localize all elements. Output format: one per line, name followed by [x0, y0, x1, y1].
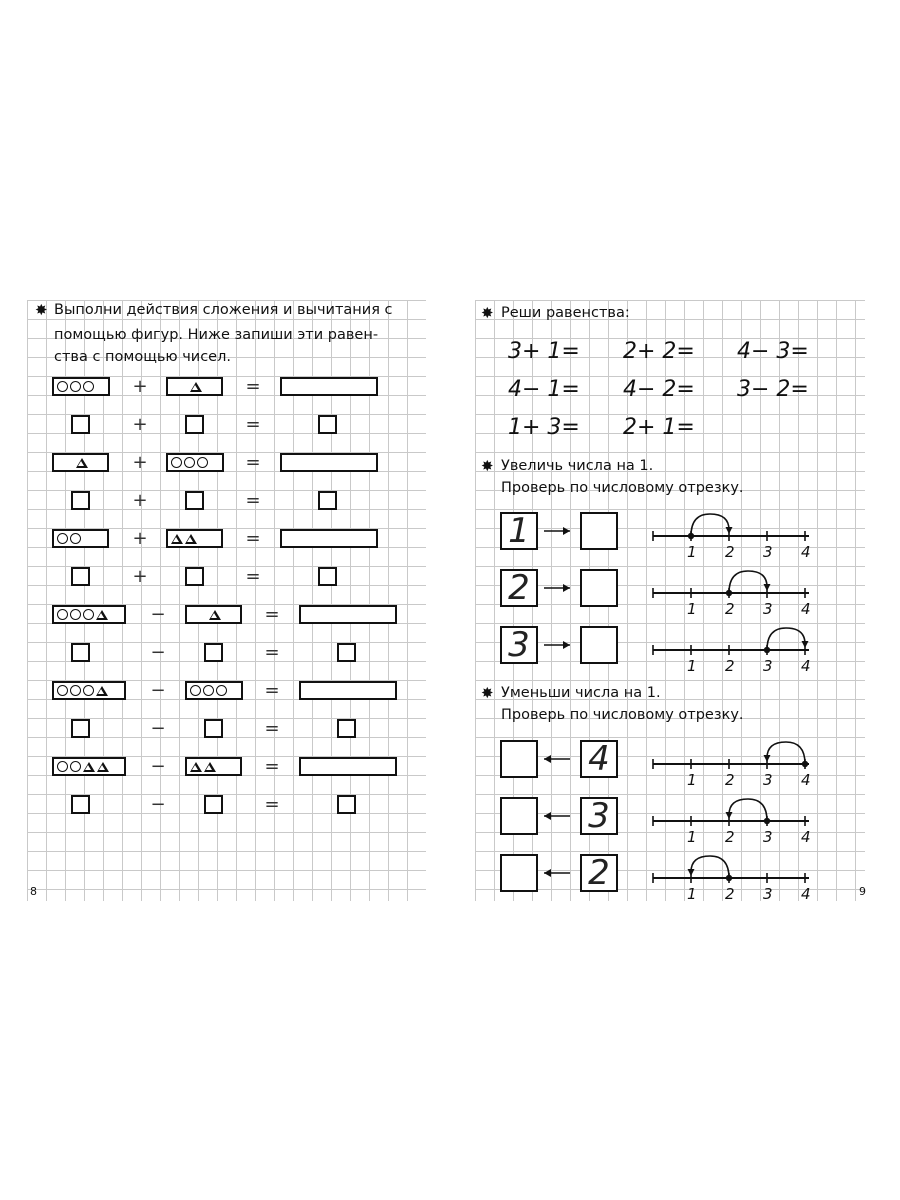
- tick-label: 3: [763, 600, 773, 618]
- plus-sign: +: [132, 376, 148, 397]
- given-number-box: [580, 797, 618, 835]
- tick-label: 3: [763, 657, 773, 675]
- number-answer-box[interactable]: [71, 643, 90, 662]
- circle-icon: [70, 533, 81, 544]
- triangle-icon: [96, 610, 108, 620]
- tick-label: 1: [687, 828, 697, 846]
- tick-label: 4: [801, 885, 811, 903]
- shape-box-right-operand: [185, 757, 242, 776]
- shape-box-left-operand: [52, 529, 109, 548]
- circle-icon: [57, 761, 68, 772]
- plus-sign: +: [132, 414, 148, 435]
- number-answer-box[interactable]: [71, 795, 90, 814]
- tick-label: 2: [725, 828, 735, 846]
- equation: 4− 3=: [737, 339, 809, 364]
- bullet-icon: ✸: [481, 457, 494, 475]
- equals-sign: =: [264, 604, 280, 625]
- arc-arrowhead: [802, 641, 809, 648]
- given-number-box: [500, 626, 538, 664]
- given-number-box: [500, 512, 538, 550]
- equals-sign: =: [264, 642, 280, 663]
- triangle-icon: [190, 382, 202, 392]
- shape-box-right-operand: [185, 681, 243, 700]
- equation: 4− 2=: [623, 377, 695, 402]
- shape-answer-box[interactable]: [280, 377, 378, 396]
- left-page: [27, 300, 426, 901]
- shape-box-left-operand: [52, 453, 109, 472]
- heading-decrease-check: Проверь по числовому отрезку.: [501, 707, 744, 723]
- number-answer-box[interactable]: [337, 795, 356, 814]
- shape-box-right-operand: [166, 453, 224, 472]
- jump-arc: [729, 571, 767, 593]
- bullet-icon: ✸: [35, 301, 48, 319]
- minus-sign: −: [150, 756, 166, 777]
- heading-increase: Увеличь числа на 1.: [501, 458, 654, 474]
- circle-icon: [70, 381, 81, 392]
- tick-label: 4: [801, 771, 811, 789]
- number-line: [650, 738, 812, 798]
- circle-icon: [57, 685, 68, 696]
- number-answer-box[interactable]: [318, 415, 337, 434]
- tick-label: 1: [687, 543, 697, 561]
- number-line: [650, 567, 812, 627]
- arc-arrowhead: [726, 527, 733, 534]
- tick-label: 1: [687, 885, 697, 903]
- tick-label: 2: [725, 657, 735, 675]
- jump-arc: [691, 856, 729, 878]
- circle-icon: [83, 609, 94, 620]
- plus-sign: +: [132, 490, 148, 511]
- instruction-line-1: Выполни действия сложения и вычитания с: [54, 302, 393, 318]
- triangle-icon: [97, 762, 109, 772]
- heading-decrease: Уменьши числа на 1.: [501, 685, 661, 701]
- arc-arrowhead: [764, 755, 771, 762]
- page-number-left: 8: [30, 885, 37, 898]
- given-number: 4: [588, 739, 610, 779]
- circle-icon: [57, 609, 68, 620]
- shape-answer-box[interactable]: [299, 681, 397, 700]
- number-answer-box[interactable]: [71, 719, 90, 738]
- tick-label: 3: [763, 543, 773, 561]
- shape-answer-box[interactable]: [280, 453, 378, 472]
- equals-sign: =: [245, 490, 261, 511]
- circle-icon: [184, 457, 195, 468]
- circle-icon: [190, 685, 201, 696]
- tick-label: 1: [687, 600, 697, 618]
- number-answer-box[interactable]: [318, 567, 337, 586]
- equation: 4− 1=: [508, 377, 580, 402]
- bullet-icon: ✸: [481, 304, 494, 322]
- number-answer-box[interactable]: [185, 415, 204, 434]
- number-answer-box[interactable]: [204, 643, 223, 662]
- number-answer-box[interactable]: [185, 491, 204, 510]
- shape-answer-box[interactable]: [280, 529, 378, 548]
- minus-sign: −: [150, 680, 166, 701]
- equation: 2+ 1=: [623, 415, 695, 440]
- circle-icon: [70, 761, 81, 772]
- given-number: 3: [508, 625, 530, 665]
- equation: 2+ 2=: [623, 339, 695, 364]
- answer-box[interactable]: [500, 740, 538, 778]
- equals-sign: =: [245, 376, 261, 397]
- circle-icon: [83, 381, 94, 392]
- arrow-right-icon: [542, 525, 572, 537]
- arc-arrowhead: [688, 869, 695, 876]
- heading-solve: Реши равенства:: [501, 305, 630, 321]
- number-answer-box[interactable]: [204, 719, 223, 738]
- shape-box-right-operand: [185, 605, 242, 624]
- equals-sign: =: [264, 718, 280, 739]
- equals-sign: =: [264, 756, 280, 777]
- circle-icon: [197, 457, 208, 468]
- triangle-icon: [204, 762, 216, 772]
- heading-increase-check: Проверь по числовому отрезку.: [501, 480, 744, 496]
- number-answer-box[interactable]: [185, 567, 204, 586]
- number-line: [650, 795, 812, 855]
- arrow-left-icon: [542, 867, 572, 879]
- page-number-right: 9: [859, 885, 866, 898]
- given-number: 1: [508, 511, 530, 551]
- equation: 3− 2=: [737, 377, 809, 402]
- tick-label: 4: [801, 828, 811, 846]
- arrow-right-icon: [542, 582, 572, 594]
- given-number-box: [580, 854, 618, 892]
- triangle-icon: [83, 762, 95, 772]
- shape-box-left-operand: [52, 681, 126, 700]
- number-answer-box[interactable]: [204, 795, 223, 814]
- tick-label: 4: [801, 600, 811, 618]
- tick-label: 3: [763, 828, 773, 846]
- number-line: [650, 624, 812, 684]
- answer-box[interactable]: [580, 569, 618, 607]
- triangle-icon: [76, 458, 88, 468]
- jump-arc: [691, 514, 729, 536]
- given-number-box: [500, 569, 538, 607]
- shape-answer-box[interactable]: [299, 605, 397, 624]
- given-number: 2: [588, 853, 610, 893]
- bullet-icon: ✸: [481, 684, 494, 702]
- tick-label: 1: [687, 771, 697, 789]
- equals-sign: =: [245, 414, 261, 435]
- circle-icon: [57, 533, 68, 544]
- circle-icon: [57, 381, 68, 392]
- minus-sign: −: [150, 604, 166, 625]
- shape-box-right-operand: [166, 529, 223, 548]
- right-page: [475, 300, 865, 901]
- circle-icon: [70, 609, 81, 620]
- arc-arrowhead: [764, 584, 771, 591]
- triangle-icon: [185, 534, 197, 544]
- minus-sign: −: [150, 642, 166, 663]
- triangle-icon: [209, 610, 221, 620]
- tick-label: 2: [725, 885, 735, 903]
- circle-icon: [83, 685, 94, 696]
- answer-box[interactable]: [500, 797, 538, 835]
- shape-answer-box[interactable]: [299, 757, 397, 776]
- circle-icon: [203, 685, 214, 696]
- equation: 3+ 1=: [508, 339, 580, 364]
- circle-icon: [171, 457, 182, 468]
- arrow-left-icon: [542, 810, 572, 822]
- answer-box[interactable]: [500, 854, 538, 892]
- equals-sign: =: [245, 452, 261, 473]
- number-answer-box[interactable]: [337, 643, 356, 662]
- equals-sign: =: [245, 528, 261, 549]
- number-answer-box[interactable]: [318, 491, 337, 510]
- plus-sign: +: [132, 528, 148, 549]
- number-answer-box[interactable]: [337, 719, 356, 738]
- tick-label: 3: [763, 771, 773, 789]
- tick-label: 4: [801, 657, 811, 675]
- tick-label: 3: [763, 885, 773, 903]
- given-number: 3: [588, 796, 610, 836]
- plus-sign: +: [132, 452, 148, 473]
- circle-icon: [70, 685, 81, 696]
- shape-box-right-operand: [166, 377, 223, 396]
- number-answer-box[interactable]: [71, 491, 90, 510]
- number-line: [650, 852, 812, 912]
- answer-box[interactable]: [580, 626, 618, 664]
- jump-arc: [729, 799, 767, 821]
- equals-sign: =: [264, 794, 280, 815]
- instruction-line-3: ства с помощью чисел.: [54, 349, 231, 365]
- arrow-right-icon: [542, 639, 572, 651]
- instruction-line-2: помощью фигур. Ниже запиши эти равен-: [54, 327, 379, 343]
- arrow-left-icon: [542, 753, 572, 765]
- given-number-box: [580, 740, 618, 778]
- triangle-icon: [96, 686, 108, 696]
- plus-sign: +: [132, 566, 148, 587]
- answer-box[interactable]: [580, 512, 618, 550]
- triangle-icon: [190, 762, 202, 772]
- shape-box-left-operand: [52, 757, 126, 776]
- number-answer-box[interactable]: [71, 567, 90, 586]
- equals-sign: =: [264, 680, 280, 701]
- shape-box-left-operand: [52, 605, 126, 624]
- arc-arrowhead: [726, 812, 733, 819]
- given-number: 2: [508, 568, 530, 608]
- equation: 1+ 3=: [508, 415, 580, 440]
- tick-label: 2: [725, 600, 735, 618]
- tick-label: 2: [725, 771, 735, 789]
- jump-arc: [767, 742, 805, 764]
- tick-label: 4: [801, 543, 811, 561]
- tick-label: 1: [687, 657, 697, 675]
- tick-label: 2: [725, 543, 735, 561]
- jump-arc: [767, 628, 805, 650]
- equals-sign: =: [245, 566, 261, 587]
- number-answer-box[interactable]: [71, 415, 90, 434]
- minus-sign: −: [150, 718, 166, 739]
- minus-sign: −: [150, 794, 166, 815]
- triangle-icon: [171, 534, 183, 544]
- number-line: [650, 510, 812, 570]
- circle-icon: [216, 685, 227, 696]
- shape-box-left-operand: [52, 377, 110, 396]
